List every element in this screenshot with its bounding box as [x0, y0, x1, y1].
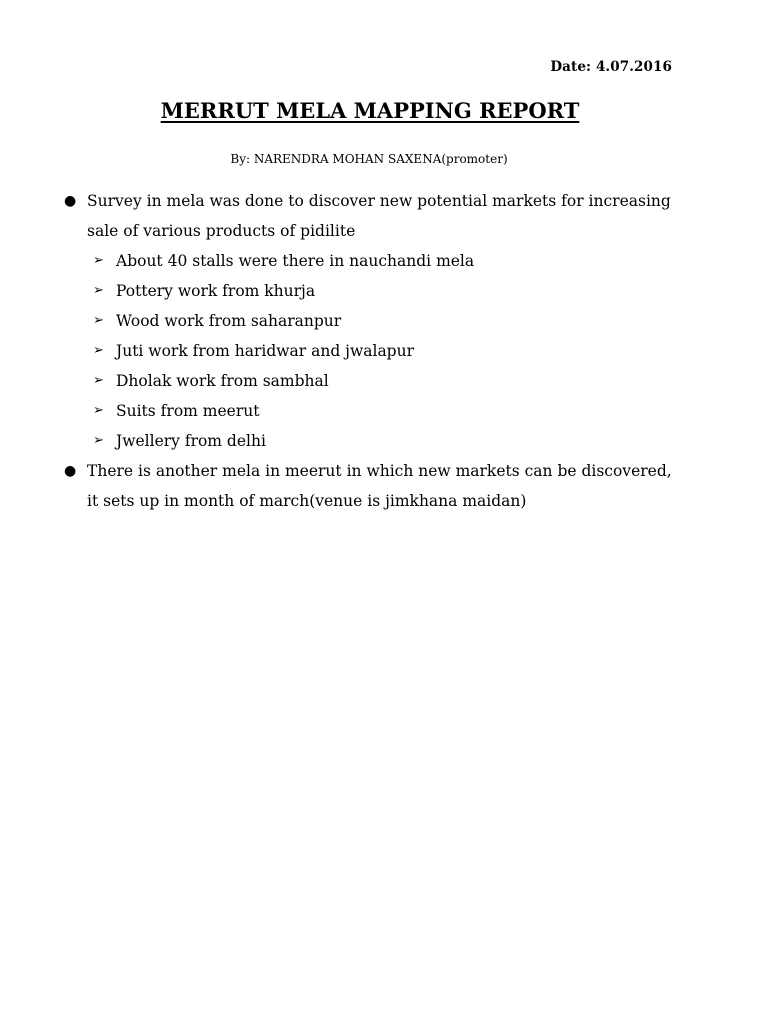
bullet-icon: ●: [64, 193, 77, 209]
author-byline: By: NARENDRA MOHAN SAXENA(promoter): [230, 152, 508, 166]
arrow-bullet-icon: ➢: [93, 373, 104, 388]
bullet-icon: ●: [64, 463, 77, 479]
arrow-bullet-icon: ➢: [93, 313, 104, 328]
bullet-text: There is another mela in meerut in which new markets can be discovered, it sets up in month of march(venue is jimkhana maidan): [87, 462, 672, 510]
sub-list-item: [87, 426, 680, 456]
sub-list-item: [87, 306, 680, 336]
sub-item-text: Dholak work from sambhal: [116, 372, 329, 390]
arrow-bullet-icon: ➢: [93, 343, 104, 358]
bullet-text: Survey in mela was done to discover new potential markets for increasing sale of various products of pidilite: [87, 192, 671, 240]
sub-item-text: Juti work from haridwar and jwalapur: [116, 342, 414, 360]
sub-list-item: [87, 366, 680, 396]
page-title: MERRUT MELA MAPPING REPORT: [160, 98, 580, 123]
report-date: Date: 4.07.2016: [550, 59, 672, 75]
sub-item-text: Jwellery from delhi: [116, 432, 266, 450]
arrow-bullet-icon: ➢: [93, 283, 104, 298]
sub-item-text: Suits from meerut: [116, 402, 260, 420]
sub-list-item: [87, 276, 680, 306]
arrow-bullet-icon: ➢: [93, 253, 104, 268]
sub-list-item: [87, 246, 680, 276]
bullet-list: [60, 186, 680, 516]
sub-list: [87, 246, 680, 456]
list-item: [60, 456, 680, 516]
sub-item-text: Wood work from saharanpur: [116, 312, 342, 330]
sub-item-text: Pottery work from khurja: [116, 282, 316, 300]
arrow-bullet-icon: ➢: [93, 403, 104, 418]
list-item: [60, 186, 680, 456]
sub-list-item: [87, 336, 680, 366]
arrow-bullet-icon: ➢: [93, 433, 104, 448]
sub-item-text: About 40 stalls were there in nauchandi mela: [116, 252, 475, 270]
sub-list-item: [87, 396, 680, 426]
